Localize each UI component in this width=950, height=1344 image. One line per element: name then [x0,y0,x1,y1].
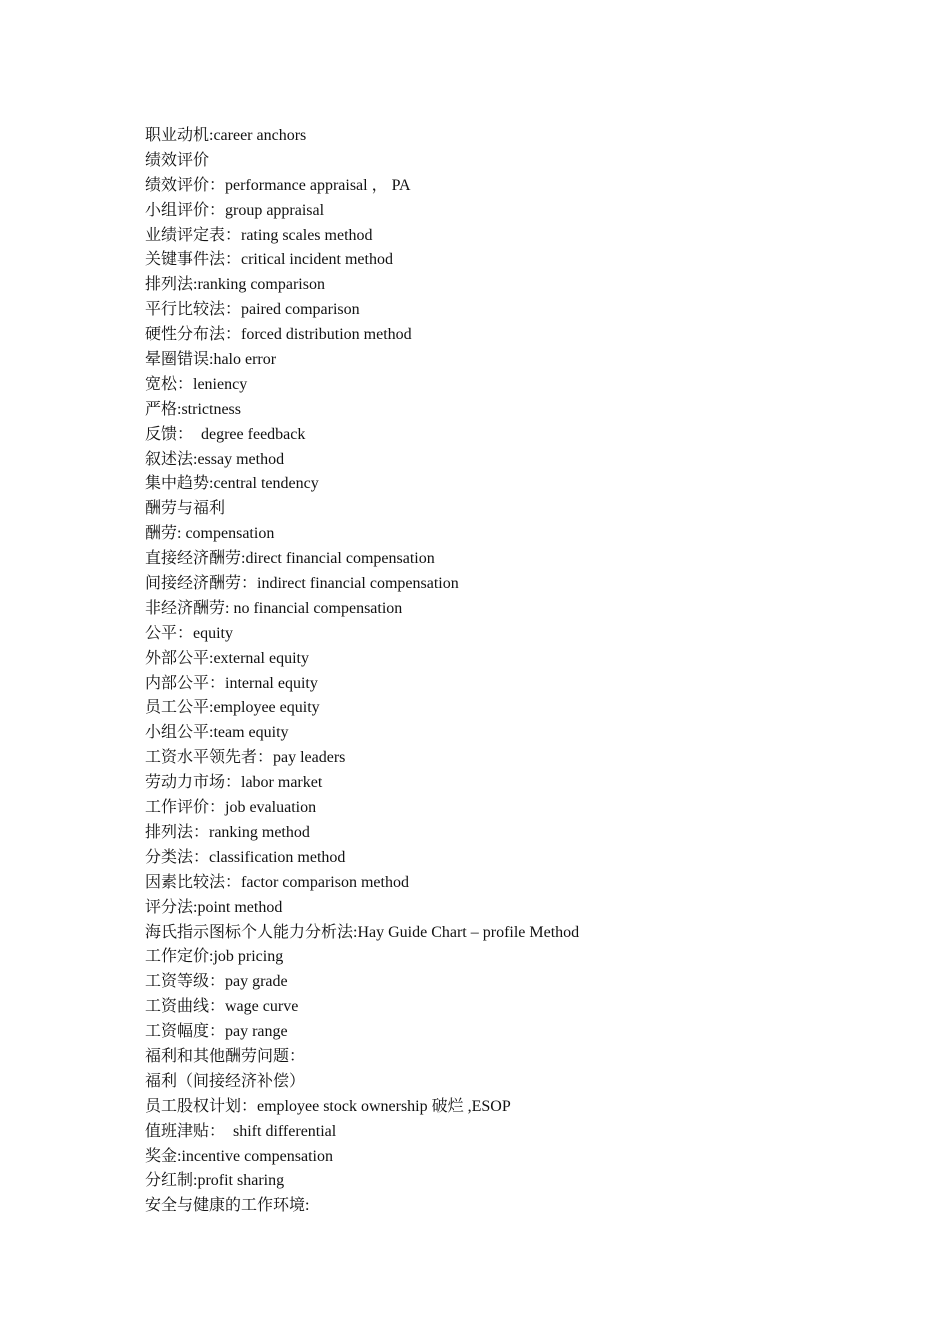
text-line: 小组公平:team equity [145,724,289,742]
text-line: 小组评价：group appraisal [145,201,325,219]
text-line: 关键事件法：critical incident method [145,251,393,269]
text-line: 分类法：classification method [145,848,346,866]
text-line: 工资等级：pay grade [145,973,288,991]
text-line: 非经济酬劳: no financial compensation [145,599,403,617]
text-line: 间接经济酬劳：indirect financial compensation [145,575,459,593]
text-line: 劳动力市场：labor market [145,774,323,792]
text-line: 绩效评价：performance appraisal ， PA [145,176,411,194]
text-line: 职业动机:career anchors [145,127,307,144]
text-line: 奖金:incentive compensation [145,1147,333,1165]
text-line: 严格:strictness [145,400,241,418]
text-line: 反馈： degree feedback [145,425,306,443]
text-line: 海氏指示图标个人能力分析法:Hay Guide Chart – profile Method [145,923,580,941]
text-line: 值班津贴： shift differential [145,1122,337,1140]
text-line: 分红制:profit sharing [145,1172,285,1190]
section-heading: 酬劳与福利 [145,500,226,518]
text-line: 直接经济酬劳:direct financial compensation [145,550,435,568]
text-line: 公平：equity [145,624,233,642]
text-line: 宽松：leniency [145,375,248,393]
text-line: 晕圈错误:halo error [145,351,277,369]
text-line: 外部公平:external equity [145,649,309,667]
text-line: 福利（间接经济补偿） [145,1072,306,1090]
text-line: 评分法:point method [145,898,283,916]
section-heading: 安全与健康的工作环境: [145,1197,310,1215]
text-line: 排列法：ranking method [145,823,310,841]
section-heading: 福利和其他酬劳问题： [145,1047,306,1065]
text-line: 硬性分布法：forced distribution method [145,326,412,344]
text-line: 叙述法:essay method [145,450,285,468]
text-line: 员工股权计划：employee stock ownership 破烂 ,ESOP [145,1097,511,1115]
text-line: 排列法:ranking comparison [145,276,325,294]
text-line: 工作定价:job pricing [145,948,284,966]
text-line: 内部公平：internal equity [145,674,318,692]
document-body [145,124,865,1219]
text-line: 工作评价：job evaluation [145,799,317,817]
text-line: 集中趋势:central tendency [145,475,319,493]
text-line: 员工公平:employee equity [145,699,320,717]
text-line: 工资幅度：pay range [145,1023,288,1041]
text-line: 因素比较法：factor comparison method [145,873,409,891]
text-line: 工资曲线：wage curve [145,998,299,1016]
text-line: 工资水平领先者：pay leaders [145,749,346,767]
text-line: 业绩评定表：rating scales method [145,226,373,244]
text-line: 酬劳: compensation [145,525,275,543]
section-heading: 绩效评价 [145,151,210,169]
text-line: 平行比较法：paired comparison [145,301,360,319]
